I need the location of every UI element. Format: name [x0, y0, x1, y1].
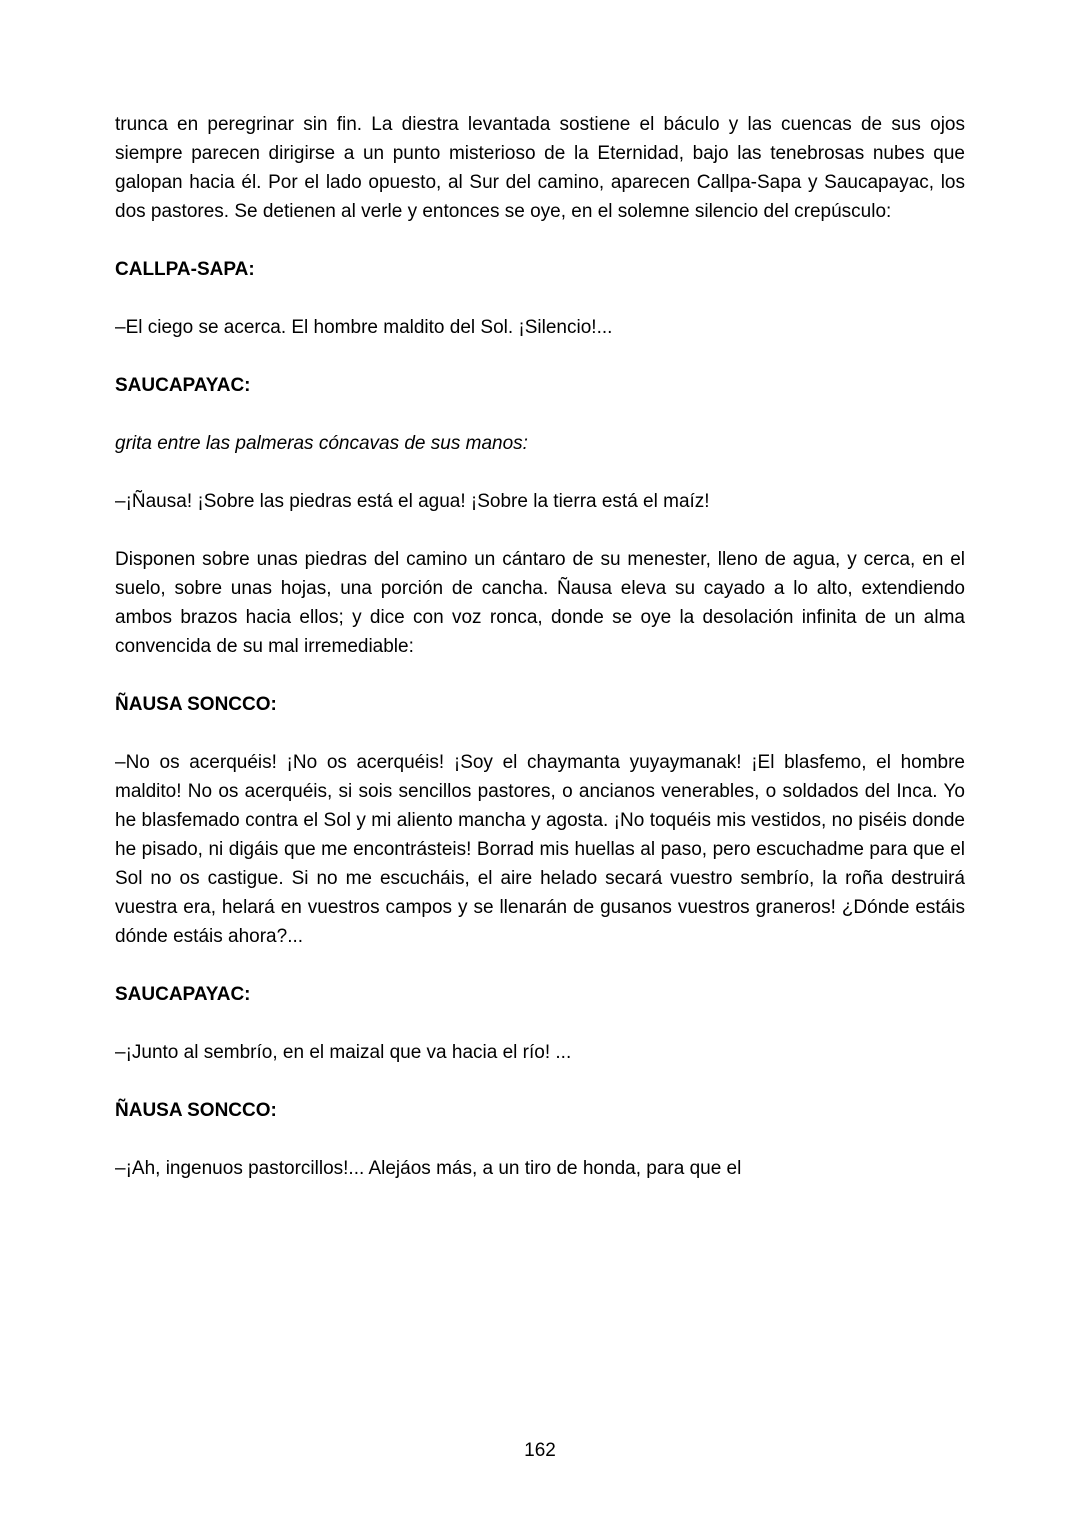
dialogue-line: –No os acerquéis! ¡No os acerquéis! ¡Soy el chaymanta yuyaymanak! ¡El blasfemo, el hombre maldito! No os acerquéis, si sois sencillos pastores, o ancianos venerables, o soldados del Inca. Yo he blasfemado contra el Sol y mi aliento mancha y agosta. ¡No toquéis mis vestidos, no piséis donde he pisado, ni digáis que me encontrásteis! Borrad mis huellas al paso, pero escuchadme para que el Sol no os castigue. Si no me escucháis, el aire helado secará vuestro sembrío, la roña destruirá vuestra era, helará en vuestros campos y se llenarán de gusanos vuestros graneros! ¿Dónde estáis dónde estáis ahora?...: [115, 752, 965, 947]
speaker-name-nausa-soncco: ÑAUSA SONCCO:: [115, 694, 277, 715]
dialogue-line: –¡Junto al sembrío, en el maizal que va hacia el río! ...: [115, 1042, 572, 1063]
speaker-name-saucapayac: SAUCAPAYAC:: [115, 375, 251, 396]
narration-paragraph: Disponen sobre unas piedras del camino un cántaro de su menester, lleno de agua, y cerca, en el suelo, sobre unas hojas, una porción de cancha. Ñausa eleva su cayado a lo alto, extendiendo ambos brazos hacia ellos; y dice con voz ronca, donde se oye la desolación infinita de un alma convencida de su mal irremediable:: [115, 549, 965, 657]
dialogue-line: –¡Ah, ingenuos pastorcillos!... Alejáos más, a un tiro de honda, para que el: [115, 1158, 742, 1179]
speaker-name-nausa-soncco: ÑAUSA SONCCO:: [115, 1100, 277, 1121]
speaker-name-callpa-sapa: CALLPA-SAPA:: [115, 259, 255, 280]
dialogue-line: –El ciego se acerca. El hombre maldito del Sol. ¡Silencio!...: [115, 317, 613, 338]
stage-direction: grita entre las palmeras cóncavas de sus manos:: [115, 433, 528, 454]
dialogue-line: –¡Ñausa! ¡Sobre las piedras está el agua! ¡Sobre la tierra está el maíz!: [115, 491, 710, 512]
narration-paragraph: trunca en peregrinar sin fin. La diestra levantada sostiene el báculo y las cuencas de sus ojos siempre parecen dirigirse a un punto misterioso de la Eternidad, bajo las tenebrosas nubes que galopan hacia él. Por el lado opuesto, al Sur del camino, aparecen Callpa-Sapa y Saucapayac, los dos pastores. Se detienen al verle y entonces se oye, en el solemne silencio del crepúsculo:: [115, 114, 965, 222]
speaker-name-saucapayac: SAUCAPAYAC:: [115, 984, 251, 1005]
page-number: 162: [524, 1440, 556, 1461]
